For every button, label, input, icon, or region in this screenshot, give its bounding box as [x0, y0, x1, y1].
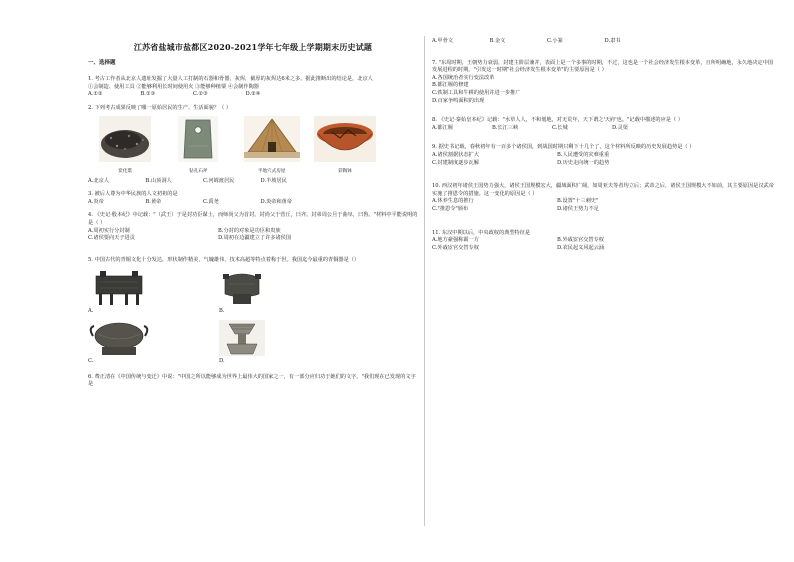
option[interactable]: B.黄帝 — [145, 198, 162, 205]
caption-3: 半地穴式房屋 — [257, 168, 286, 174]
zun-pan-image — [219, 320, 265, 356]
option[interactable]: C."推恩令"颁布 — [432, 205, 469, 212]
option[interactable]: A.北京人 — [88, 177, 109, 184]
image-painted-bowl — [314, 116, 376, 175]
option[interactable]: B.山顶洞人 — [145, 177, 172, 184]
option[interactable]: A.休养生息的推行 — [432, 198, 474, 205]
question-4-stem: 4. 《史记·殷本纪》中记载："（武王）于是封功臣谋士，而师尚父为首封。封尚父于营丘，曰齐。封弟周公旦于曲阜，曰鲁。"材料中平能说明的是（ ） — [88, 212, 418, 226]
option[interactable]: C.②③ — [193, 91, 208, 98]
option[interactable]: A.都江堰 — [432, 124, 453, 131]
option[interactable]: D.百家争鸣面积的出现 — [432, 97, 485, 104]
bronze-option-c[interactable] — [88, 320, 213, 366]
question-9 — [432, 144, 777, 167]
question-1-items: ①会制造、使用工具 ②能够利用长时间使用火 ③能够种植粟 ④会制作陶器 — [88, 83, 259, 90]
gui-vessel-image — [88, 320, 150, 356]
section-heading: 一、选择题 — [88, 60, 116, 66]
image-carbonized-millet — [94, 116, 156, 175]
bronze-option-d[interactable] — [219, 320, 344, 366]
question-6-stem: 6. 费正清在《中国传统与变迁》中说："中国之所以能够成为世界上最伟大的国家之一，有一部分应归功于她们的文字。"我们现在已发现的文字是 — [88, 373, 416, 388]
question-9-options — [432, 152, 682, 167]
option-label: B. — [219, 308, 225, 315]
question-8-stem: 8. 《史记·秦始皇本纪》记载："水草人人，不和划地，对无荒年，天下谓之'天府'也。"记载中描述的应是（ ） — [432, 117, 683, 124]
option[interactable]: B.①③ — [140, 91, 156, 98]
question-1 — [88, 76, 418, 99]
caption-2: 钻孔石斧 — [189, 168, 208, 174]
question-2-options — [88, 178, 318, 186]
option-label: A. — [88, 308, 94, 315]
question-10-options — [432, 198, 682, 213]
question-3-stem: 3. 被后人尊为中华民族的人文初祖的是 — [88, 191, 178, 198]
option[interactable]: A.地方豪强称霸一方 — [432, 237, 479, 244]
millet-image — [99, 116, 151, 162]
option[interactable]: A.炎帝 — [88, 198, 104, 205]
option[interactable]: C.河姆渡居民 — [203, 177, 235, 184]
option[interactable]: B.金文 — [489, 38, 506, 44]
question-4-options — [88, 228, 348, 243]
option[interactable]: C.封建制度逐步瓦解 — [432, 159, 479, 166]
option[interactable]: A.诸侯割据状态扩大 — [432, 151, 479, 158]
option[interactable]: D.周初在边疆建立了许多诸侯国 — [218, 235, 292, 242]
question-1-options — [88, 91, 298, 99]
option[interactable]: B.长江三峡 — [492, 124, 519, 131]
question-1-stem: 1. 考古工作者从北京人遗址发掘了大量人工打制的石器和骨器，灰烬，截厚的灰烬达6米之多。据此推断出的结论是，北京人 — [88, 76, 373, 82]
option-label: D. — [219, 357, 225, 364]
question-8 — [432, 117, 777, 132]
option[interactable]: C.长城 — [552, 124, 568, 131]
bronze-option-a[interactable] — [88, 270, 213, 316]
column-divider — [424, 36, 425, 526]
question-3-options — [88, 199, 318, 207]
question-10 — [432, 183, 777, 213]
question-7-stem: 7. "东周时期，王朝势力衰弱，封建主阶层兼并，表面上是一个多事的时期，不过，这也是一个社会经济发生根本变革，且所明确地，永久地决定中国发展进程的时期。"引发这一时期"社会经济发生根本变革"的主要原因是（ ） — [432, 59, 773, 74]
option[interactable]: A.各国统治者实行变法改革 — [432, 74, 495, 81]
question-11-stem: 11. 东汉中期以后，中央政权的典型特征是 — [432, 229, 531, 236]
option[interactable]: D.隶书 — [604, 38, 621, 44]
option[interactable]: B.都江堰的修建 — [432, 82, 469, 89]
image-stone-axe — [167, 116, 229, 175]
question-2-images — [88, 116, 376, 175]
option[interactable]: C.禹尧 — [203, 198, 219, 205]
caption-1: 炭化粟 — [118, 168, 132, 174]
option[interactable]: D.农民起义风起云涌 — [557, 244, 605, 251]
question-2 — [88, 105, 418, 185]
bronze-option-b[interactable] — [219, 270, 344, 316]
question-7-options — [432, 75, 777, 105]
option[interactable]: C.铁制工具和牛耕的使用并进一步推广 — [432, 89, 521, 96]
option[interactable]: C.小篆 — [547, 38, 563, 44]
option[interactable]: B.外戚宦官交替专权 — [557, 237, 604, 244]
question-8-options — [432, 125, 672, 133]
question-10-stem: 10. 西汉初年诸侯王国势力强大，诸侯王国规模宏大，疆域面积广阔，如周亚夫等者均立后；武帝之后，诸侯王国规模大不如前，其主要原因是汉武帝实施了推恩令的措施。这一变化的原因是（ ） — [432, 183, 774, 197]
option[interactable]: D.②④ — [245, 91, 261, 98]
question-11-options — [432, 237, 682, 252]
square-zun-image — [219, 270, 265, 306]
option[interactable]: A.①② — [88, 91, 103, 98]
option[interactable]: D.半坡居民 — [260, 177, 287, 184]
question-7 — [432, 60, 777, 106]
option[interactable]: B.分封的对象是功臣和贵族 — [218, 227, 281, 234]
question-4 — [88, 212, 418, 242]
option[interactable]: A.甲骨文 — [432, 38, 453, 44]
hut-image — [244, 116, 300, 162]
option[interactable]: C.外戚宦官交替专权 — [432, 244, 479, 251]
option[interactable]: D.历史走向统一的趋势 — [557, 159, 610, 166]
exam-title: 江苏省盐城市盐都区2020-2021学年七年级上学期期末历史试题 — [133, 42, 373, 52]
question-6-options — [432, 38, 662, 46]
question-2-stem: 2. 下列考古成果反映了哪一原始居民的生产、生活面貌？（ ） — [88, 104, 232, 111]
option[interactable]: C.诸侯要向天子进贡 — [88, 235, 135, 242]
option[interactable]: D.诸侯王势力不足 — [557, 205, 599, 212]
question-6 — [88, 374, 418, 389]
image-semi-pit-house — [241, 116, 303, 175]
painted-bowl-image — [314, 116, 376, 162]
option[interactable]: D.灵渠 — [612, 124, 628, 131]
question-5-images — [88, 270, 418, 365]
option-label: C. — [88, 357, 94, 364]
question-9-stem: 9. 据史书记载，春秋初年有一百多个诸侯国，到战国时期只剩下十几个了，这个材料所反映的历史发展趋势是（ ） — [432, 144, 695, 151]
question-5 — [88, 257, 418, 366]
option[interactable]: A.周初实行分封制 — [88, 227, 130, 234]
left-column — [88, 38, 418, 389]
right-column — [432, 38, 777, 252]
stone-axe-image — [178, 116, 218, 162]
question-11 — [432, 230, 777, 253]
option[interactable]: B.人民遭受的灾难重重 — [557, 151, 610, 158]
question-5-stem: 5. 中国古代的青铜文化十分发达，形状制作精美，气魄雄伟，技术高超等特点着称于世。我国迄今最重的青铜器是（） — [88, 256, 360, 263]
option[interactable]: D.炎帝和黄帝 — [260, 198, 293, 205]
question-3 — [88, 191, 418, 206]
option[interactable]: B.设置"十三刺史" — [557, 198, 599, 205]
ding-vessel-image — [88, 270, 150, 306]
caption-4: 彩陶钵 — [338, 168, 352, 174]
